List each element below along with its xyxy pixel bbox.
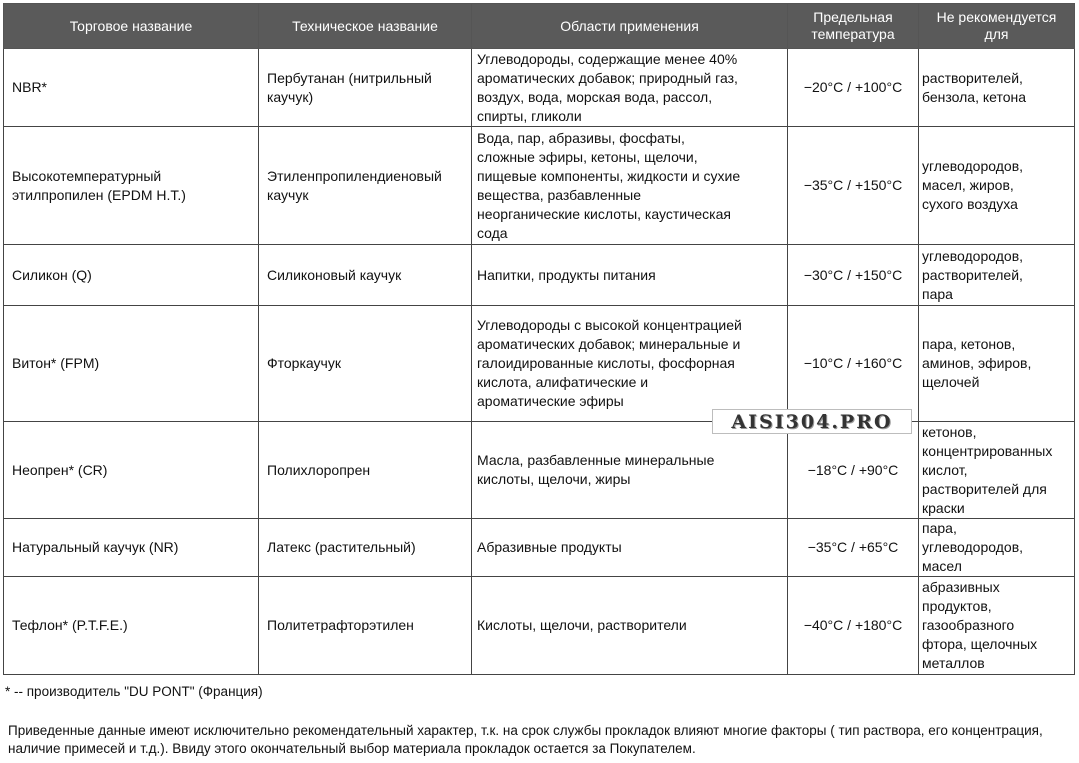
cell-not-recommended: абразивных продуктов, газообразного фтора, щелочных металлов [919,577,1075,675]
header-application-areas: Области применения [472,4,788,49]
cell-temperature: −20°C / +100°C [788,49,919,127]
cell-not-recommended: кетонов, концентрированных кислот, растворителей для краски [919,422,1075,519]
cell-tech-name: Латекс (растительный) [259,519,472,577]
table-row [4,245,1075,306]
cell-application-areas: Абразивные продукты [472,519,788,577]
table-row [4,127,1075,245]
header-tech-name: Техническое название [259,4,472,49]
cell-not-recommended: растворителей, бензола, кетона [919,49,1075,127]
cell-temperature: −10°C / +160°C [788,306,919,422]
cell-tech-name: Политетрафторэтилен [259,577,472,675]
table-header-row [4,4,1075,49]
cell-application-areas: Вода, пар, абразивы, фосфаты, сложные эфиры, кетоны, щелочи, пищевые компоненты, жидкости и сухие вещества, разбавленные неорганические кислоты, каустическая сода [472,127,788,245]
gasket-materials-table [3,3,1075,675]
table-row [4,422,1075,519]
cell-trade-name: Тефлон* (P.T.F.E.) [4,577,259,675]
cell-tech-name: Пербутанан (нитрильный каучук) [259,49,472,127]
cell-tech-name: Фторкаучук [259,306,472,422]
cell-application-areas: Масла, разбавленные минеральные кислоты, щелочи, жиры [472,422,788,519]
cell-tech-name: Силиконовый каучук [259,245,472,306]
cell-not-recommended: углеводородов, растворителей, пара [919,245,1075,306]
table-row [4,519,1075,577]
cell-application-areas: Углеводороды, содержащие менее 40% ароматических добавок; природный газ, воздух, вода, морская вода, рассол, спирты, гликоли [472,49,788,127]
cell-not-recommended: пара, углеводородов, масел [919,519,1075,577]
table-row [4,577,1075,675]
cell-trade-name: Натуральный каучук (NR) [4,519,259,577]
table-row [4,49,1075,127]
cell-trade-name: Неопрен* (CR) [4,422,259,519]
cell-trade-name: Силикон (Q) [4,245,259,306]
cell-application-areas: Кислоты, щелочи, растворители [472,577,788,675]
cell-not-recommended: пара, кетонов, аминов, эфиров, щелочей [919,306,1075,422]
disclaimer-text: Приведенные данные имеют исключительно рекомендательный характер, т.к. на срок службы прокладок влияют многие факторы ( тип раствора, его концентрация, наличие примесей и т.д.). Ввиду этого окончательный выбор материала прокладок остается за Покупателем. [8,723,1043,756]
cell-trade-name: Витон* (FPM) [4,306,259,422]
cell-trade-name: NBR* [4,49,259,127]
manufacturer-footnote: * -- производитель "DU PONT" (Франция) [5,684,263,699]
header-not-recommended: Не рекомендуется для [919,4,1075,49]
site-watermark: AISI304.PRO [712,409,912,434]
header-trade-name: Торговое название [4,4,259,49]
cell-temperature: −40°C / +180°C [788,577,919,675]
header-temperature-limit: Предельная температура [788,4,919,49]
cell-not-recommended: углеводородов, масел, жиров, сухого воздуха [919,127,1075,245]
cell-application-areas: Углеводороды с высокой концентрацией ароматических добавок; минеральные и галоидированные кислоты, фосфорная кислота, алифатические и ароматические эфиры [472,306,788,422]
cell-tech-name: Этиленпропилендиеновый каучук [259,127,472,245]
cell-application-areas: Напитки, продукты питания [472,245,788,306]
cell-temperature: −18°C / +90°C [788,422,919,519]
cell-temperature: −35°C / +150°C [788,127,919,245]
cell-trade-name: Высокотемпературный этилпропилен (EPDM H.T.) [4,127,259,245]
cell-temperature: −30°C / +150°C [788,245,919,306]
table-row [4,306,1075,422]
cell-temperature: −35°C / +65°C [788,519,919,577]
materials-table-wrapper [3,3,1074,675]
cell-tech-name: Полихлоропрен [259,422,472,519]
